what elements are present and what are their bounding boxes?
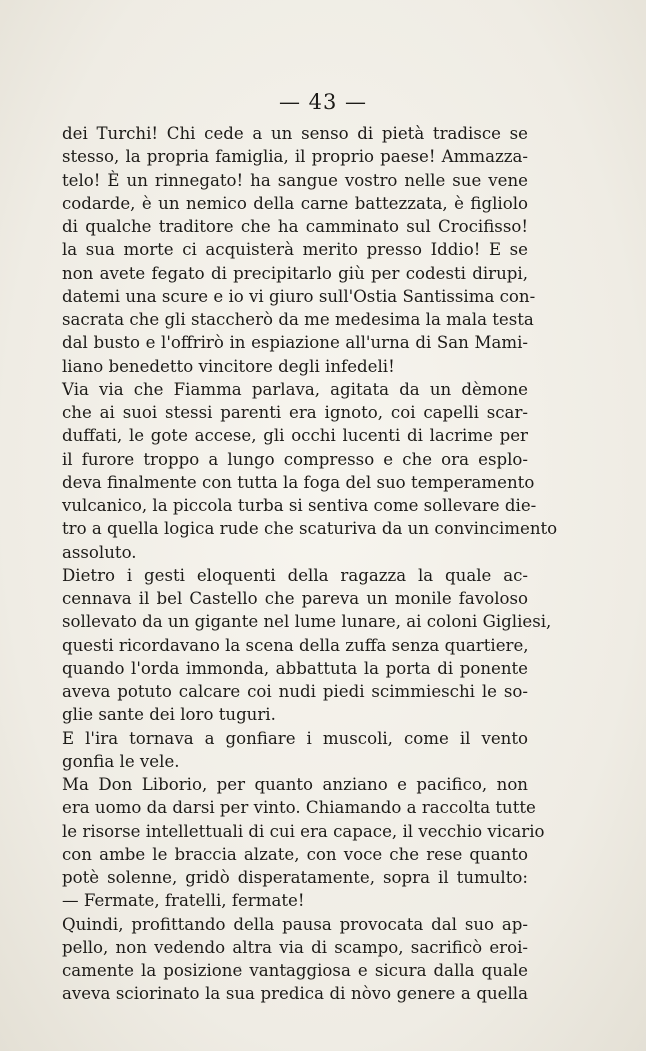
text-line: telo! È un rinnegato! ha sangue vostro nelle sue vene [62,170,528,190]
text-line: Dietro i gesti eloquenti della ragazza la quale ac- [62,565,528,585]
text-line: di qualche traditore che ha camminato sul Crocifisso! [62,217,528,236]
ink-smudge [205,962,320,976]
text-line: era uomo da darsi per vinto. Chiamando a raccolta tutte [62,798,536,818]
text-line: questi ricordavano la scena della zuffa senza quartiere, [62,635,529,655]
text-line: potè solenne, gridò disperatamente, sopra il tumulto: [62,868,528,887]
text-line: le risorse intellettuali di cui era capace, il vecchio vicario [62,821,545,841]
text-line: assoluto. [62,542,137,562]
text-line: la sua morte ci acquisterà merito presso Iddio! E se [62,240,528,260]
text-line: gonfia le vele. [62,751,180,771]
body-text [62,122,558,1006]
text-line: tro a quella logica rude che scaturiva da un convincimento [62,519,558,539]
text-line: datemi una scure e io vi giuro sull'Ostia Santissima con- [62,286,536,306]
text-line: E l'ira tornava a gonfiare i muscoli, come il vento [62,728,528,748]
text-line: sollevato da un gigante nel lume lunare, ai coloni Gigliesi, [62,612,552,632]
text-line: — Fermate, fratelli, fermate! [62,891,305,911]
text-line: camente la posizione vantaggiosa e sicura dalla quale [62,961,528,980]
text-line: aveva potuto calcare coi nudi piedi scimmieschi le so- [62,682,528,701]
text-line: codarde, è un nemico della carne battezzata, è figliolo [62,193,528,213]
text-line: che ai suoi stessi parenti era ignoto, coi capelli scar- [62,403,528,422]
text-line: dal busto e l'offrirò in espiazione all'urna di San Mami- [62,333,528,353]
text-line: pello, non vedendo altra via di scampo, sacrificò eroi- [62,937,528,957]
text-line: aveva sciorinato la sua predica di nòvo genere a quella [62,984,528,1004]
text-line: vulcanico, la piccola turba si sentiva come sollevare die- [62,496,537,515]
text-line: non avete fegato di precipitarlo giù per codesti dirupi, [62,263,528,283]
text-line: dei Turchi! Chi cede a un senso di pietà tradisce se [62,124,528,143]
text-line: deva finalmente con tutta la foga del suo temperamento [62,472,535,492]
text-line: Quindi, profittando della pausa provocata dal suo ap- [62,914,528,934]
text-line: Ma Don Liborio, per quanto anziano e pacifico, non [62,775,528,794]
text-line: sacrata che gli staccherò da me medesima la mala testa [62,310,534,329]
text-line: con ambe le braccia alzate, con voce che rese quanto [62,844,528,864]
text-line: liano benedetto vincitore degli infedeli! [62,356,395,376]
text-line: il furore troppo a lungo compresso e che ora esplo- [62,449,528,469]
text-line: cennava il bel Castello che pareva un monile favoloso [62,589,528,608]
text-line: glie sante dei loro tuguri. [62,705,276,725]
text-line: quando l'orda immonda, abbattuta la porta di ponente [62,658,528,678]
page-number: — 43 — [278,90,368,114]
text-line: duffati, le gote accese, gli occhi lucenti di lacrime per [62,426,528,446]
text-line: stesso, la propria famiglia, il proprio paese! Ammazza- [62,147,528,167]
text-line: Via via che Fiamma parlava, agitata da un dèmone [62,379,528,399]
